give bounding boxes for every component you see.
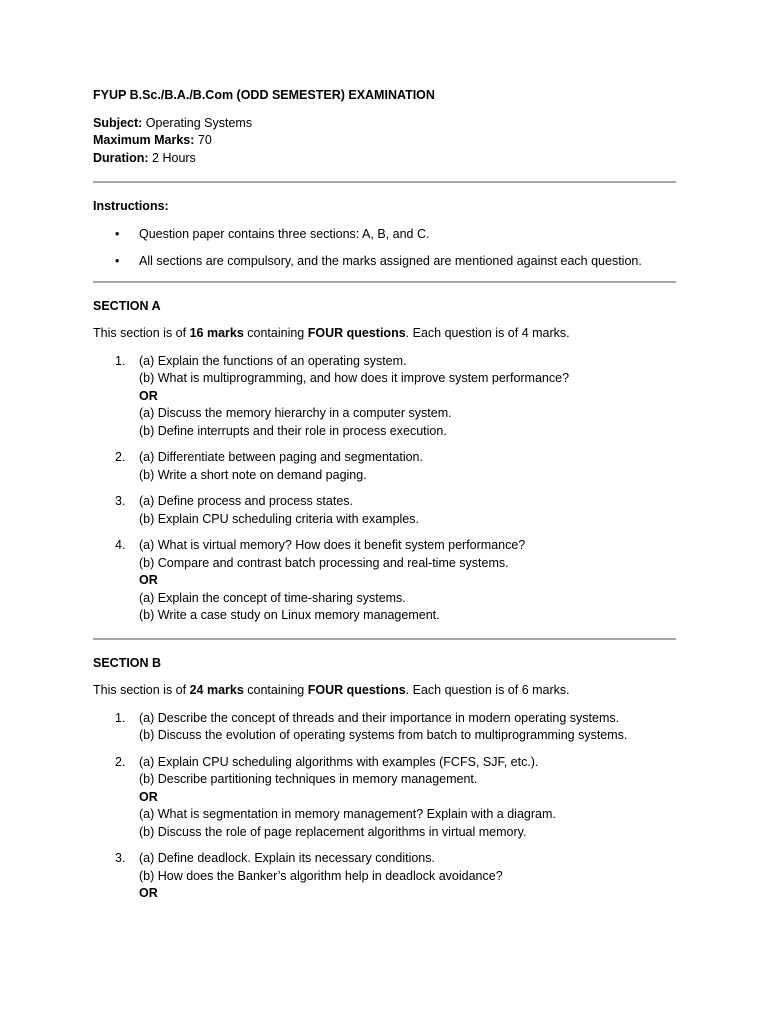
exam-title: FYUP B.Sc./B.A./B.Com (ODD SEMESTER) EXAMINATION — [93, 88, 435, 102]
desc-marks: 24 marks — [189, 683, 244, 697]
question-line: (b) Describe partitioning techniques in memory management. — [139, 772, 478, 786]
question-item — [93, 754, 676, 842]
question-line: (b) Explain CPU scheduling criteria with examples. — [139, 511, 419, 526]
duration-label: Duration: — [93, 150, 149, 165]
duration-line — [93, 150, 676, 168]
question-item — [93, 537, 676, 625]
desc-text: . Each question is of 4 marks. — [405, 326, 570, 340]
or-separator: OR — [139, 789, 158, 804]
question-line: (b) Discuss the evolution of operating systems from batch to multiprogramming systems. — [139, 728, 628, 742]
bullet-icon: • — [115, 226, 120, 241]
section-a-questions — [93, 353, 676, 625]
subject-label: Subject: — [93, 115, 143, 130]
desc-text: containing — [243, 326, 308, 340]
subject-line — [93, 115, 676, 133]
instructions-list — [93, 226, 676, 271]
question-item — [93, 449, 676, 484]
max-marks-label: Maximum Marks: — [93, 133, 195, 147]
bullet-icon: • — [115, 254, 120, 268]
question-line: (b) Discuss the role of page replacement algorithms in virtual memory. — [139, 824, 527, 839]
question-line: (b) Define interrupts and their role in process execution. — [139, 423, 447, 438]
question-line: (a) What is virtual memory? How does it benefit system performance? — [139, 538, 526, 552]
question-line: (a) Describe the concept of threads and their importance in modern operating systems. — [139, 710, 620, 725]
subject-value: Operating Systems — [142, 115, 253, 130]
or-separator: OR — [139, 573, 158, 587]
instruction-text: All sections are compulsory, and the marks assigned are mentioned against each question. — [139, 254, 642, 268]
question-line: (b) How does the Banker’s algorithm help in deadlock avoidance? — [139, 868, 503, 883]
question-number: 1. — [115, 710, 126, 725]
list-item — [93, 226, 676, 244]
document-body — [93, 87, 676, 912]
question-number: 1. — [115, 353, 126, 368]
question-line: (b) Write a case study on Linux memory management. — [139, 608, 440, 622]
section-b-heading: SECTION B — [93, 655, 162, 670]
question-item — [93, 493, 676, 528]
instructions-heading: Instructions: — [93, 199, 169, 213]
question-line: (a) Explain the functions of an operating system. — [139, 353, 407, 368]
or-separator: OR — [139, 886, 158, 900]
question-number: 3. — [115, 494, 126, 508]
question-line: (a) Define process and process states. — [139, 494, 353, 508]
question-number: 3. — [115, 851, 126, 865]
question-line: (b) Write a short note on demand paging. — [139, 467, 367, 482]
question-line: (b) What is multiprogramming, and how does it improve system performance? — [139, 371, 570, 385]
desc-marks: 16 marks — [189, 326, 244, 340]
question-item — [93, 850, 676, 903]
question-line: (a) Explain CPU scheduling algorithms with examples (FCFS, SJF, etc.). — [139, 754, 539, 769]
divider — [93, 638, 676, 640]
max-marks-line — [93, 132, 676, 150]
instruction-text: Question paper contains three sections: A, B, and C. — [139, 226, 430, 241]
desc-text: This section is of — [93, 326, 190, 340]
section-a-description — [93, 325, 676, 343]
question-line: (a) Differentiate between paging and segmentation. — [139, 450, 423, 464]
divider — [93, 281, 676, 283]
divider — [93, 181, 676, 183]
or-separator: OR — [139, 388, 158, 403]
question-number: 2. — [115, 754, 126, 769]
desc-count: FOUR questions — [307, 683, 406, 697]
question-number: 4. — [115, 538, 126, 552]
question-line: (a) Define deadlock. Explain its necessary conditions. — [139, 851, 435, 865]
list-item — [93, 253, 676, 271]
desc-text: This section is of — [93, 683, 190, 697]
question-line: (a) What is segmentation in memory management? Explain with a diagram. — [139, 807, 556, 821]
desc-text: . Each question is of 6 marks. — [405, 683, 570, 697]
question-item — [93, 353, 676, 441]
section-b-questions — [93, 710, 676, 903]
exam-meta — [93, 115, 676, 168]
section-b-description — [93, 682, 676, 700]
section-a-heading: SECTION A — [93, 298, 161, 313]
desc-text: containing — [243, 683, 308, 697]
max-marks-value: 70 — [194, 133, 212, 147]
question-number: 2. — [115, 450, 126, 464]
desc-count: FOUR questions — [307, 326, 406, 340]
duration-value: 2 Hours — [148, 150, 196, 165]
question-line: (b) Compare and contrast batch processing and real-time systems. — [139, 555, 509, 570]
question-item — [93, 710, 676, 745]
question-line: (a) Explain the concept of time-sharing systems. — [139, 590, 406, 605]
question-line: (a) Discuss the memory hierarchy in a computer system. — [139, 406, 452, 420]
